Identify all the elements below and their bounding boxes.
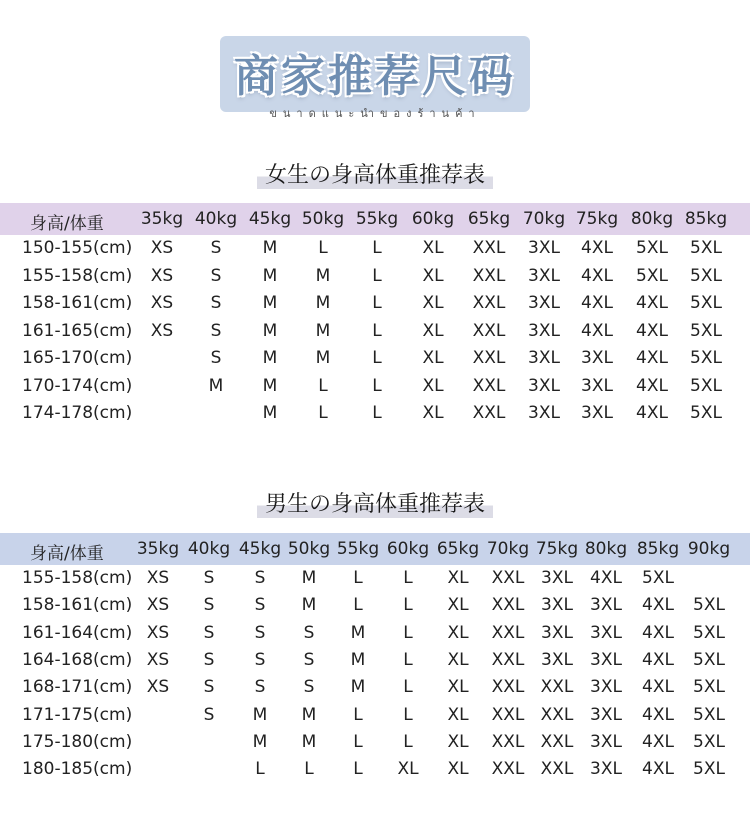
men-size-cell: XL bbox=[447, 731, 469, 752]
women-size-cell: XS bbox=[150, 320, 174, 341]
men-section-title bbox=[0, 487, 750, 518]
page-title: 商家推荐尺码 bbox=[220, 36, 530, 112]
men-size-cell: XL bbox=[397, 759, 419, 780]
women-size-cell: XXL bbox=[472, 348, 506, 368]
women-size-cell: 5XL bbox=[690, 348, 722, 368]
women-size-cell: M bbox=[262, 238, 278, 258]
women-size-cell: 3XL bbox=[528, 238, 560, 258]
women-size-cell: M bbox=[262, 403, 278, 423]
women-height-label: 155-158(cm) bbox=[22, 265, 133, 286]
men-size-cell: S bbox=[203, 677, 215, 698]
men-size-cell: S bbox=[203, 649, 215, 670]
men-height-label: 158-161(cm) bbox=[22, 595, 133, 616]
women-corner-label: 身高/体重 bbox=[30, 214, 104, 234]
women-size-cell: M bbox=[315, 293, 331, 313]
men-size-cell: 5XL bbox=[693, 731, 725, 752]
women-size-cell: 3XL bbox=[581, 348, 613, 368]
men-size-cell: 5XL bbox=[693, 649, 725, 670]
women-height-label: 174-178(cm) bbox=[22, 403, 133, 423]
women-size-cell: XS bbox=[150, 293, 174, 313]
men-size-cell: 4XL bbox=[642, 731, 674, 752]
women-section-title bbox=[0, 158, 750, 189]
men-size-cell: M bbox=[301, 595, 317, 616]
women-size-cell: XL bbox=[422, 348, 444, 368]
women-size-cell: XL bbox=[422, 238, 444, 258]
men-size-cell: M bbox=[301, 568, 317, 588]
men-size-cell: XS bbox=[146, 595, 170, 616]
men-size-cell: L bbox=[353, 595, 363, 616]
men-size-cell: XXL bbox=[491, 649, 525, 670]
women-size-cell: L bbox=[372, 403, 382, 423]
women-size-cell: 4XL bbox=[581, 320, 613, 341]
women-size-cell: 3XL bbox=[528, 265, 560, 286]
men-table-row bbox=[0, 703, 750, 730]
men-size-cell: 4XL bbox=[642, 622, 674, 643]
men-size-cell: 3XL bbox=[590, 649, 622, 670]
women-size-cell: XXL bbox=[472, 320, 506, 341]
women-size-cell: S bbox=[210, 320, 222, 341]
men-size-cell: XXL bbox=[491, 731, 525, 752]
men-size-cell: XXL bbox=[491, 704, 525, 725]
women-size-cell: M bbox=[315, 348, 331, 368]
men-table-header bbox=[0, 533, 750, 565]
men-height-label: 180-185(cm) bbox=[22, 759, 133, 780]
women-size-cell: XL bbox=[422, 293, 444, 313]
men-size-cell: XL bbox=[447, 595, 469, 616]
men-weight-header: 35kg bbox=[136, 539, 180, 559]
women-size-cell: 3XL bbox=[528, 293, 560, 313]
men-size-cell: XXL bbox=[491, 595, 525, 616]
men-size-cell: XS bbox=[146, 677, 170, 698]
men-size-cell: XXL bbox=[540, 677, 574, 698]
women-weight-header: 60kg bbox=[411, 209, 455, 229]
women-size-cell: 5XL bbox=[690, 320, 722, 341]
women-table-row bbox=[0, 374, 750, 401]
men-size-cell: L bbox=[403, 595, 413, 616]
women-size-cell: L bbox=[372, 320, 382, 341]
women-section-heading: 女生の身高体重推荐表 bbox=[257, 158, 493, 189]
women-table-row bbox=[0, 319, 750, 346]
women-table-header bbox=[0, 203, 750, 235]
women-size-cell: 3XL bbox=[581, 375, 613, 396]
women-height-label: 158-161(cm) bbox=[22, 293, 133, 313]
men-size-cell: 3XL bbox=[590, 704, 622, 725]
women-weight-header: 45kg bbox=[248, 209, 292, 229]
women-size-cell: 4XL bbox=[636, 403, 668, 423]
men-weight-header: 70kg bbox=[486, 539, 530, 559]
men-size-cell: XXL bbox=[540, 704, 574, 725]
women-size-cell: S bbox=[210, 265, 222, 286]
men-size-cell: XL bbox=[447, 622, 469, 643]
women-table-row bbox=[0, 291, 750, 318]
women-size-cell: 3XL bbox=[528, 320, 560, 341]
men-size-cell: M bbox=[350, 649, 366, 670]
women-size-cell: M bbox=[262, 265, 278, 286]
women-size-cell: S bbox=[210, 293, 222, 313]
women-weight-header: 75kg bbox=[575, 209, 619, 229]
men-size-cell: L bbox=[353, 704, 363, 725]
women-size-cell: XL bbox=[422, 375, 444, 396]
men-size-cell: 3XL bbox=[541, 595, 573, 616]
women-size-cell: M bbox=[315, 320, 331, 341]
men-height-label: 164-168(cm) bbox=[22, 649, 133, 670]
men-size-cell: XL bbox=[447, 677, 469, 698]
women-size-cell: M bbox=[262, 320, 278, 341]
women-size-cell: 5XL bbox=[636, 238, 668, 258]
men-size-cell: XXL bbox=[540, 731, 574, 752]
men-size-cell: M bbox=[252, 731, 268, 752]
men-size-cell: M bbox=[350, 677, 366, 698]
men-section-heading: 男生の身高体重推荐表 bbox=[257, 487, 493, 518]
women-size-cell: 5XL bbox=[636, 265, 668, 286]
women-size-cell: XS bbox=[150, 265, 174, 286]
men-size-cell: L bbox=[403, 568, 413, 588]
women-table-row bbox=[0, 401, 750, 428]
men-weight-header: 60kg bbox=[386, 539, 430, 559]
men-size-cell: S bbox=[203, 595, 215, 616]
women-table-row bbox=[0, 264, 750, 291]
women-size-cell: XL bbox=[422, 320, 444, 341]
men-size-cell: XL bbox=[447, 568, 469, 588]
men-size-cell: L bbox=[403, 622, 413, 643]
women-size-cell: 5XL bbox=[690, 238, 722, 258]
women-height-label: 165-170(cm) bbox=[22, 348, 133, 368]
men-size-cell: 5XL bbox=[693, 622, 725, 643]
men-size-cell: 4XL bbox=[642, 677, 674, 698]
men-size-cell: XXL bbox=[491, 677, 525, 698]
page-subtitle: ขนาดแนะนำของร้านค้า bbox=[269, 107, 481, 120]
men-size-cell: 3XL bbox=[590, 595, 622, 616]
women-size-cell: L bbox=[372, 348, 382, 368]
women-weight-header: 40kg bbox=[194, 209, 238, 229]
men-size-cell: M bbox=[252, 704, 268, 725]
men-size-cell: XS bbox=[146, 568, 170, 588]
women-size-cell: XL bbox=[422, 265, 444, 286]
men-size-cell: XXL bbox=[491, 622, 525, 643]
men-size-cell: 3XL bbox=[541, 649, 573, 670]
women-size-cell: L bbox=[318, 375, 328, 396]
men-height-label: 168-171(cm) bbox=[22, 677, 133, 698]
men-size-cell: 4XL bbox=[642, 649, 674, 670]
men-size-cell: L bbox=[403, 731, 413, 752]
men-weight-header: 80kg bbox=[584, 539, 628, 559]
women-weight-header: 55kg bbox=[355, 209, 399, 229]
men-table-row bbox=[0, 757, 750, 784]
women-size-cell: XS bbox=[150, 238, 174, 258]
women-height-label: 161-165(cm) bbox=[22, 320, 133, 341]
women-height-label: 150-155(cm) bbox=[22, 238, 133, 258]
women-weight-header: 85kg bbox=[684, 209, 728, 229]
men-size-cell: L bbox=[353, 759, 363, 780]
women-weight-header: 80kg bbox=[630, 209, 674, 229]
men-size-cell: 4XL bbox=[590, 568, 622, 588]
women-size-cell: 5XL bbox=[690, 293, 722, 313]
men-weight-header: 65kg bbox=[436, 539, 480, 559]
men-size-cell: 3XL bbox=[541, 568, 573, 588]
women-size-cell: 5XL bbox=[690, 375, 722, 396]
men-size-cell: L bbox=[403, 649, 413, 670]
women-height-label: 170-174(cm) bbox=[22, 375, 133, 396]
men-size-cell: L bbox=[353, 731, 363, 752]
men-size-cell: 4XL bbox=[642, 759, 674, 780]
women-size-cell: L bbox=[372, 293, 382, 313]
men-table-row bbox=[0, 730, 750, 757]
page-title-wrap bbox=[0, 36, 750, 112]
men-size-cell: L bbox=[255, 759, 265, 780]
women-size-cell: M bbox=[315, 265, 331, 286]
women-size-cell: 4XL bbox=[581, 293, 613, 313]
men-table-row bbox=[0, 675, 750, 702]
men-size-cell: XL bbox=[447, 649, 469, 670]
men-size-cell: 5XL bbox=[693, 595, 725, 616]
men-size-cell: 3XL bbox=[541, 622, 573, 643]
women-size-cell: L bbox=[372, 265, 382, 286]
men-table-row bbox=[0, 566, 750, 593]
men-size-cell: 3XL bbox=[590, 622, 622, 643]
men-size-cell: M bbox=[350, 622, 366, 643]
women-size-cell: XXL bbox=[472, 293, 506, 313]
men-size-cell: L bbox=[403, 704, 413, 725]
women-weight-header: 50kg bbox=[301, 209, 345, 229]
women-table-row bbox=[0, 346, 750, 373]
men-weight-header: 40kg bbox=[187, 539, 231, 559]
women-weight-header: 35kg bbox=[140, 209, 184, 229]
women-size-cell: 4XL bbox=[636, 375, 668, 396]
women-size-cell: 4XL bbox=[581, 265, 613, 286]
men-size-cell: 5XL bbox=[693, 704, 725, 725]
men-height-label: 175-180(cm) bbox=[22, 731, 133, 752]
women-size-cell: 4XL bbox=[636, 320, 668, 341]
women-size-cell: 4XL bbox=[581, 238, 613, 258]
men-size-cell: S bbox=[303, 677, 315, 698]
men-size-cell: 4XL bbox=[642, 595, 674, 616]
men-size-cell: L bbox=[403, 677, 413, 698]
men-weight-header: 75kg bbox=[535, 539, 579, 559]
men-weight-header: 50kg bbox=[287, 539, 331, 559]
women-size-cell: XXL bbox=[472, 238, 506, 258]
men-size-cell: L bbox=[304, 759, 314, 780]
women-size-cell: 5XL bbox=[690, 403, 722, 423]
men-size-cell: 5XL bbox=[642, 568, 674, 588]
women-size-cell: L bbox=[372, 375, 382, 396]
men-size-cell: M bbox=[301, 731, 317, 752]
men-size-cell: 5XL bbox=[693, 677, 725, 698]
men-size-cell: XXL bbox=[540, 759, 574, 780]
men-weight-header: 45kg bbox=[238, 539, 282, 559]
men-size-cell: S bbox=[254, 568, 266, 588]
women-size-cell: 3XL bbox=[528, 403, 560, 423]
men-size-cell: S bbox=[254, 677, 266, 698]
men-height-label: 161-164(cm) bbox=[22, 622, 133, 643]
men-table-row bbox=[0, 621, 750, 648]
women-size-cell: L bbox=[318, 238, 328, 258]
women-size-cell: XXL bbox=[472, 265, 506, 286]
women-size-cell: XL bbox=[422, 403, 444, 423]
women-size-cell: 4XL bbox=[636, 348, 668, 368]
women-size-cell: M bbox=[208, 375, 224, 396]
men-size-cell: XS bbox=[146, 649, 170, 670]
men-size-cell: S bbox=[254, 649, 266, 670]
men-size-cell: L bbox=[353, 568, 363, 588]
men-weight-header: 90kg bbox=[687, 539, 731, 559]
women-weight-header: 70kg bbox=[522, 209, 566, 229]
men-size-cell: XXL bbox=[491, 759, 525, 780]
men-size-cell: 3XL bbox=[590, 731, 622, 752]
women-size-cell: XXL bbox=[472, 375, 506, 396]
women-size-cell: M bbox=[262, 293, 278, 313]
men-size-cell: XL bbox=[447, 759, 469, 780]
men-size-cell: S bbox=[203, 704, 215, 725]
men-weight-header: 55kg bbox=[336, 539, 380, 559]
women-size-cell: S bbox=[210, 238, 222, 258]
men-height-label: 155-158(cm) bbox=[22, 568, 133, 588]
men-size-cell: S bbox=[203, 568, 215, 588]
men-size-cell: 5XL bbox=[693, 759, 725, 780]
men-size-cell: XS bbox=[146, 622, 170, 643]
men-size-cell: S bbox=[254, 622, 266, 643]
men-size-cell: M bbox=[301, 704, 317, 725]
women-size-cell: S bbox=[210, 348, 222, 368]
women-table-row bbox=[0, 236, 750, 263]
men-corner-label: 身高/体重 bbox=[30, 544, 104, 564]
men-size-cell: S bbox=[203, 622, 215, 643]
men-size-cell: XL bbox=[447, 704, 469, 725]
men-size-cell: S bbox=[254, 595, 266, 616]
women-size-cell: L bbox=[372, 238, 382, 258]
men-table-row bbox=[0, 593, 750, 620]
women-size-cell: M bbox=[262, 348, 278, 368]
men-height-label: 171-175(cm) bbox=[22, 704, 133, 725]
women-size-cell: 5XL bbox=[690, 265, 722, 286]
men-size-cell: 4XL bbox=[642, 704, 674, 725]
women-size-cell: 3XL bbox=[528, 348, 560, 368]
men-size-cell: S bbox=[303, 649, 315, 670]
men-size-cell: XXL bbox=[491, 568, 525, 588]
women-size-cell: 3XL bbox=[528, 375, 560, 396]
men-weight-header: 85kg bbox=[636, 539, 680, 559]
women-size-cell: 4XL bbox=[636, 293, 668, 313]
men-size-cell: S bbox=[303, 622, 315, 643]
women-size-cell: M bbox=[262, 375, 278, 396]
men-size-cell: 3XL bbox=[590, 677, 622, 698]
women-size-cell: XXL bbox=[472, 403, 506, 423]
men-size-cell: 3XL bbox=[590, 759, 622, 780]
men-table-row bbox=[0, 648, 750, 675]
women-size-cell: L bbox=[318, 403, 328, 423]
women-size-cell: 3XL bbox=[581, 403, 613, 423]
women-weight-header: 65kg bbox=[467, 209, 511, 229]
